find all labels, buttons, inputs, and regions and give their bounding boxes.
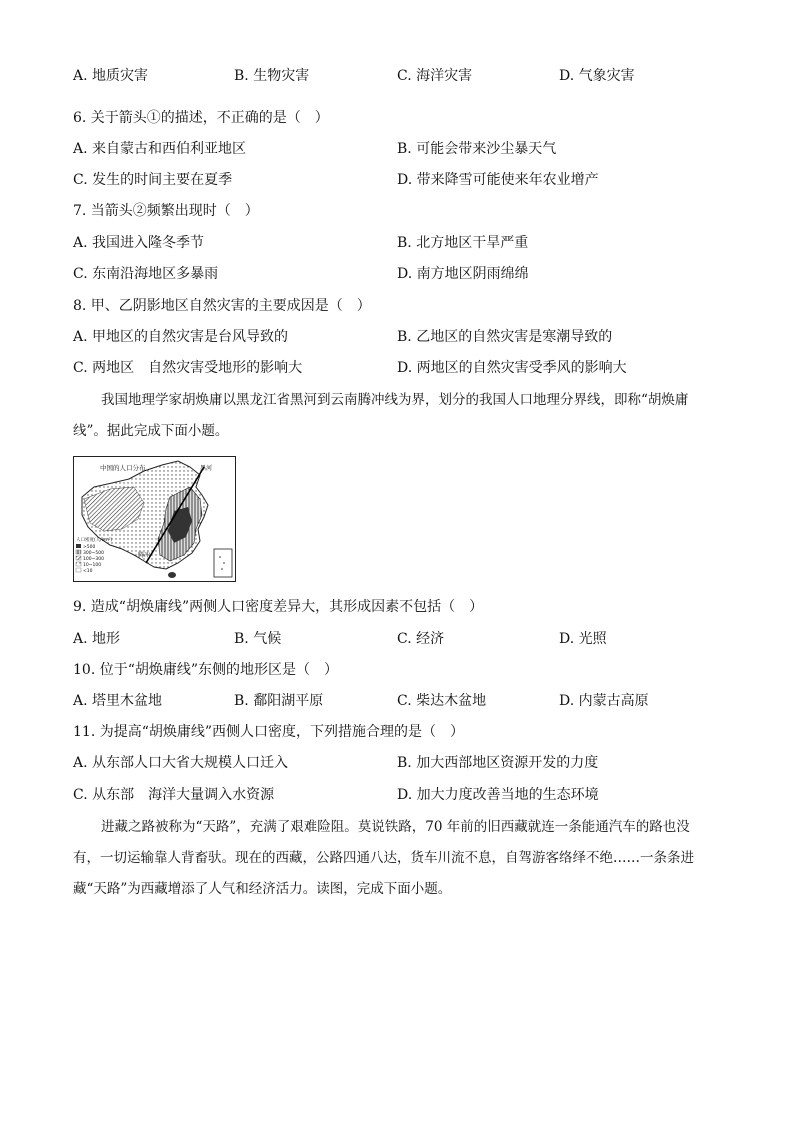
legend-item-1: >500 <box>83 545 96 550</box>
q11-option-b: B. 加大西部地区资源开发的力度 <box>397 755 599 771</box>
map-label-heihe: 黑河 <box>200 465 213 472</box>
q6-option-a: A. 来自蒙古和西伯利亚地区 <box>73 141 247 157</box>
china-population-map <box>74 457 235 581</box>
q9-stem: 9. 造成“胡焕庸线”两侧人口密度差异大，其形成因素不包括（ ） <box>73 599 484 615</box>
q8-stem: 8. 甲、乙阴影地区自然灾害的主要成因是（ ） <box>73 298 371 314</box>
q11-option-a: A. 从东部人口大省大规模人口迁入 <box>73 755 289 771</box>
legend-item-4: 10~100 <box>83 563 102 568</box>
q7-stem: 7. 当箭头②频繁出现时（ ） <box>73 203 259 219</box>
map-label-tengchong: 腾冲 <box>138 552 151 559</box>
q6-option-b: B. 可能会带来沙尘暴天气 <box>397 141 557 157</box>
q10-option-a: A. 塔里木盆地 <box>73 693 163 709</box>
q8-option-c: C. 两地区 自然灾害受地形的影响大 <box>73 360 303 376</box>
q5-option-a: A. 地质灾害 <box>73 68 149 84</box>
legend-swatch-1 <box>76 544 81 548</box>
q10-option-d: D. 内蒙古高原 <box>559 693 649 709</box>
legend-item-3: 100~300 <box>83 557 104 562</box>
q7-option-d: D. 南方地区阴雨绵绵 <box>397 266 529 282</box>
q9-option-c: C. 经济 <box>397 631 445 647</box>
south-sea-inset <box>214 549 232 577</box>
q8-option-b: B. 乙地区的自然灾害是寒潮导致的 <box>397 329 613 345</box>
legend-item-2: 300~500 <box>83 551 104 556</box>
q9-option-a: A. 地形 <box>73 631 121 647</box>
legend-item-5: <10 <box>83 569 93 574</box>
passage-1-line-1: 我国地理学家胡焕庸以黑龙江省黑河到云南腾冲线为界，划分的我国人口地理分界线，即称“胡焕庸 <box>101 392 689 408</box>
legend-swatch-3 <box>76 556 81 560</box>
legend-swatch-5 <box>76 568 81 572</box>
passage-1-line-2: 线”。据此完成下面小题。 <box>73 423 229 439</box>
q5-option-d: D. 气象灾害 <box>559 68 635 84</box>
passage-2-line-1: 进藏之路被称为“天路”，充满了艰难险阻。莫说铁路，70 年前的旧西藏就连一条能通汽车的路也没 <box>101 819 690 835</box>
q11-stem: 11. 为提高“胡焕庸线”西侧人口密度，下列措施合理的是（ ） <box>73 724 465 740</box>
q9-option-d: D. 光照 <box>559 631 607 647</box>
hainan-island <box>168 572 176 578</box>
q6-stem: 6. 关于箭头①的描述，不正确的是（ ） <box>73 110 329 126</box>
q5-option-b: B. 生物灾害 <box>234 68 310 84</box>
legend-swatch-4 <box>76 562 81 566</box>
map-title: 中国的人口分布 <box>100 464 146 472</box>
passage-2-line-2: 有，一切运输靠人背畜驮。现在的西藏，公路四通八达，货车川流不息，自驾游客络绎不绝……一条条进 <box>73 850 694 866</box>
q10-option-c: C. 柴达木盆地 <box>397 693 487 709</box>
legend-title: 人口密度(人/km²) <box>76 538 113 543</box>
legend-swatch-2 <box>76 550 81 554</box>
q9-option-b: B. 气候 <box>234 631 282 647</box>
passage-2-line-3: 藏“天路”为西藏增添了人气和经济活力。读图，完成下面小题。 <box>73 881 452 897</box>
q11-option-d: D. 加大力度改善当地的生态环境 <box>397 787 599 803</box>
q8-option-a: A. 甲地区的自然灾害是台风导致的 <box>73 329 289 345</box>
q11-option-c: C. 从东部 海洋大量调入水资源 <box>73 787 275 803</box>
q6-option-d: D. 带来降雪可能使来年农业增产 <box>397 172 599 188</box>
q6-option-c: C. 发生的时间主要在夏季 <box>73 172 233 188</box>
q7-option-c: C. 东南沿海地区多暴雨 <box>73 266 219 282</box>
population-map-figure <box>73 456 236 582</box>
q10-option-b: B. 鄱阳湖平原 <box>234 693 324 709</box>
q8-option-d: D. 两地区的自然灾害受季风的影响大 <box>397 360 627 376</box>
q10-stem: 10. 位于“胡焕庸线”东侧的地形区是（ ） <box>73 662 339 678</box>
q7-option-b: B. 北方地区干旱严重 <box>397 235 529 251</box>
q7-option-a: A. 我国进入隆冬季节 <box>73 235 205 251</box>
q5-option-c: C. 海洋灾害 <box>397 68 473 84</box>
